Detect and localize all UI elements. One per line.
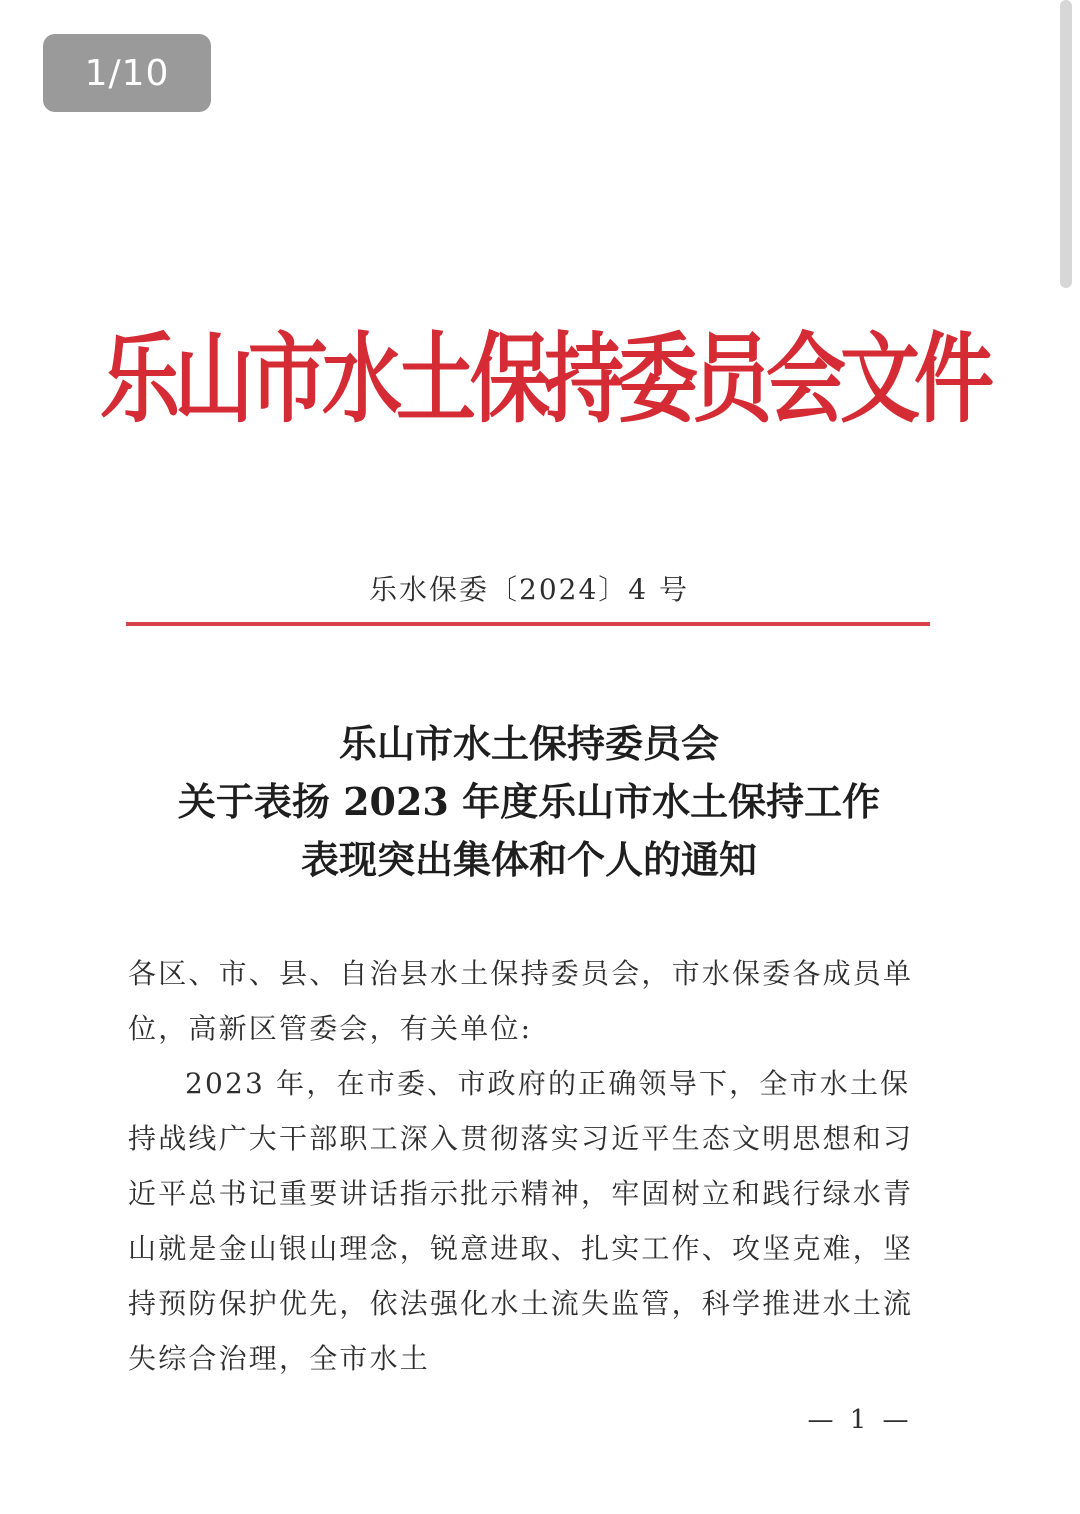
- notice-title-line-1: 乐山市水土保持委员会: [338, 721, 719, 766]
- scrollbar[interactable]: [1060, 0, 1072, 1514]
- red-divider: [126, 622, 930, 626]
- page-counter-badge: 1/10: [43, 34, 211, 112]
- body-text: [128, 946, 933, 1386]
- notice-title: [128, 715, 930, 889]
- notice-title-line-3: 表现突出集体和个人的通知: [300, 837, 757, 882]
- addressee: 各区、市、县、自治县水土保持委员会，市水保委各成员单位，高新区管委会，有关单位:: [128, 957, 914, 1045]
- paragraph-1: 2023 年，在市委、市政府的正确领导下，全市水土保持战线广大干部职工深入贯彻落实习近平生态文明思想和习近平总书记重要讲话指示批示精神，牢固树立和践行绿水青山就是金山银山理念，锐意进取、扎实工作、攻坚克难，坚持预防保护优先，依法强化水土流失监管，科学推进水土流失综合治理，全市水土: [128, 1067, 914, 1375]
- document-number: 乐水保委〔2024〕4 号: [369, 573, 689, 606]
- notice-title-line-2: 关于表扬 2023 年度乐山市水土保持工作: [177, 779, 881, 824]
- page-number: — 1 —: [807, 1405, 913, 1435]
- issuer-title: 乐山市水土保持委员会文件: [100, 321, 988, 437]
- scrollbar-thumb[interactable]: [1060, 0, 1072, 288]
